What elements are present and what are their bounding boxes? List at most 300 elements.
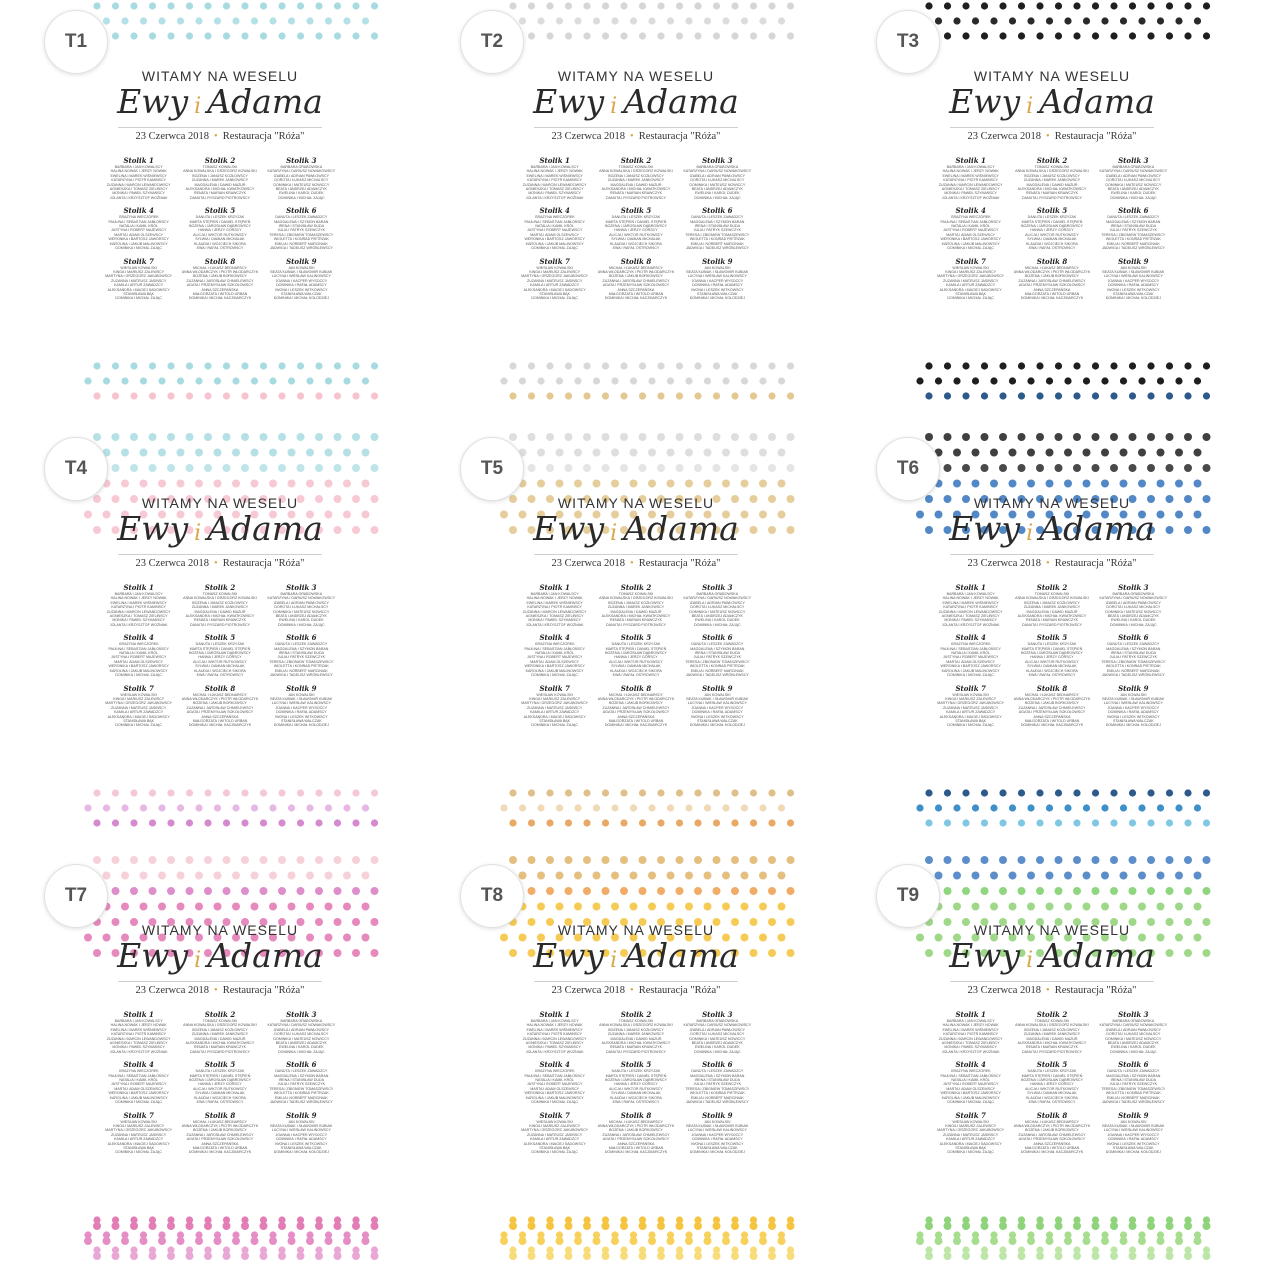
guest-name: DOMINIKA I RAFAŁ ADAMSCY (276, 1137, 327, 1142)
guest-name: DOMINIKA I MICHAŁ ZAJĄC (278, 195, 325, 200)
polka-dot (509, 433, 517, 441)
polka-dot (334, 464, 342, 472)
polka-dot (112, 362, 119, 369)
guest-name: ZUZANNA I MARCIN LEWANDOWSCY (522, 609, 587, 614)
guest-name: IWONA I LESZEK WITKOWSCY (1107, 1141, 1160, 1146)
polka-dot (1009, 804, 1016, 811)
polka-dot (741, 872, 749, 880)
guest-name: KLAUDIA I WOJCIECH SIKORA (194, 241, 246, 246)
polka-dot (704, 804, 711, 811)
guest-name: BOŻENA I JAKUB BORKOWSCY (609, 701, 663, 706)
seating-chart-sheet (100, 922, 340, 1155)
polka-dot (1120, 903, 1128, 911)
guest-name: MARTYNA I GRZEGORZ JAKUBOWSCY (521, 274, 589, 279)
event-venue: Restauracja "Róża" (638, 558, 721, 569)
guest-name: KINGA I MARIUSZ ZALEWSCY (529, 696, 581, 701)
welcome-heading: WITAMY NA WESELU (973, 68, 1131, 84)
polka-dot (1194, 934, 1202, 942)
polka-dot (787, 526, 795, 534)
guest-name: JOANNA I KACPER WYSOCCY (275, 705, 328, 710)
polka-dot (297, 433, 305, 441)
template-label-badge: T1 (44, 10, 108, 74)
template-card-t2[interactable] (416, 0, 842, 426)
guest-name: BOŻENA I JAROSŁAW DĄBROWSCY (189, 224, 251, 229)
polka-dot (352, 2, 359, 9)
polka-dot (583, 789, 590, 796)
guest-name: EWA I RAFAŁ OSTROWSCY (1028, 673, 1076, 678)
guest-name: TOMASZ KOWALSKI (1034, 1019, 1070, 1023)
table-title: Stolik 1 (955, 1010, 986, 1019)
polka-dot (602, 464, 610, 472)
table-block (516, 684, 593, 728)
polka-dot (278, 392, 285, 399)
polka-dot (315, 856, 323, 864)
polka-dot (1194, 804, 1201, 811)
guest-name: MAŁGORZATA I WITOLD URBAN (1024, 718, 1080, 723)
guest-name: IWONA I LESZEK WITKOWSCY (275, 1141, 328, 1146)
guest-name: PAULINA I SEBASTIAN JABŁOŃSCY (940, 219, 1001, 224)
polka-dot (759, 903, 767, 911)
guest-name: SYLWIA I DAMIAN MICHALAK (611, 237, 661, 242)
polka-dot (1203, 1252, 1211, 1260)
guest-name: KINGA I MARIUSZ ZALEWSCY (113, 696, 165, 701)
polka-dot (204, 789, 211, 796)
polka-dot (528, 392, 535, 399)
polka-dot (731, 856, 739, 864)
table-title: Stolik 8 (204, 683, 236, 693)
guest-name: DANUTA I LESZEK KRZYŻAK (195, 642, 245, 647)
polka-dot (297, 362, 304, 369)
polka-dot (204, 856, 212, 864)
guest-name: BEATA I ANDRZEJ ADAMCZYK (275, 187, 327, 192)
table-title: Stolik 6 (702, 633, 733, 643)
guest-name: SYLWIA I DAMIAN MICHALAK (195, 1091, 245, 1096)
polka-dot (768, 1222, 776, 1230)
polka-dot (1073, 464, 1081, 472)
guest-name: ALEKSANDRA I MACIEJ SADOWSCY (523, 714, 586, 719)
polka-dot (112, 887, 120, 895)
guest-name: EWELINA I KAROL DUDEK (695, 1045, 740, 1050)
guest-name: MARTA STĘPIEŃ I DANIEL STĘPIEŃ (1021, 646, 1083, 651)
guest-name: ZUZANNA I MARCIN LEWANDOWSCY (938, 1036, 1003, 1041)
guest-name: IZABELA I ADRIAN PAWŁOWSCY (689, 173, 745, 178)
polka-dot (149, 887, 157, 895)
polka-dot (371, 856, 379, 864)
polka-dot (297, 2, 304, 9)
guest-name: JAN KOWALSKI (1120, 1119, 1147, 1124)
table-title: Stolik 2 (204, 1010, 236, 1019)
polka-dot (962, 856, 970, 864)
guest-name: MONIKA I PAWEŁ SZYMAŃSCY (944, 1045, 997, 1050)
template-card-t7[interactable] (0, 854, 426, 1280)
guest-name: IZABELA I ADRIAN PAWŁOWSCY (1105, 600, 1161, 605)
polka-dot (140, 17, 147, 24)
polka-dot (583, 1222, 591, 1230)
polka-dot (1027, 17, 1034, 24)
guest-name: DANUTA I LESZEK KRZYŻAK (1027, 1069, 1077, 1074)
polka-dot (990, 449, 998, 457)
polka-dot (334, 789, 341, 796)
polka-dot (990, 17, 997, 24)
template-card-t8[interactable] (416, 854, 842, 1280)
polka-dot (722, 1237, 730, 1245)
polka-dot (787, 1252, 795, 1260)
polka-dot (583, 856, 591, 864)
guest-name: WIESŁAW KOWALSKI (952, 1119, 989, 1124)
guest-name: MAGDALENA I SZYMON BARAN (1106, 219, 1161, 224)
guest-name: LUCYNA I WIESŁAW KALINOWSCY (271, 701, 331, 706)
polka-dot (953, 480, 961, 488)
polka-dot (278, 1222, 286, 1230)
guest-name: DOMINIKA I MATEUSZ NOWICCY (1105, 182, 1162, 187)
polka-dot (639, 819, 646, 826)
guest-name: MARTA STĘPIEŃ I DANIEL STĘPIEŃ (605, 219, 667, 224)
guest-name: MAGDALENA I DAWID MAZUR (610, 1036, 662, 1041)
polka-dot (1009, 377, 1016, 384)
polka-dot (130, 789, 137, 796)
guest-name: DANUTA I RYSZARD PIOTROWSCY (1022, 1049, 1082, 1054)
polka-dot (556, 1237, 564, 1245)
polka-dot (602, 1222, 610, 1230)
and-connector: i (610, 948, 618, 973)
guest-name: DOROTA I ŁUKASZ MICHALSCY (274, 178, 329, 183)
table-title: Stolik 4 (955, 1060, 986, 1070)
table-title: Stolik 7 (539, 683, 570, 693)
polka-dot (1036, 1252, 1044, 1260)
guest-name: MICHAŁ I ŁUKASZ BEDNARSCY (193, 692, 247, 697)
guest-name: DANUTA I RYSZARD PIOTROWSCY (1022, 622, 1082, 627)
polka-dot (130, 856, 138, 864)
table-title: Stolik 3 (1118, 1010, 1149, 1019)
table-title: Stolik 7 (955, 1110, 986, 1120)
guest-name: BEATA I ANDRZEJ ADAMCZYK (1107, 187, 1159, 192)
polka-dot (944, 433, 952, 441)
polka-dot (315, 789, 322, 796)
polka-dot (343, 480, 351, 488)
polka-dot (916, 934, 924, 942)
divider (950, 554, 1154, 555)
guest-name: JAN KOWALSKI (704, 1119, 731, 1124)
bride-name: Ewy (949, 936, 1021, 975)
guest-name: NATALIA I KAMIL KRÓL (951, 224, 990, 229)
polka-dot (750, 392, 757, 399)
polka-dot (149, 2, 156, 9)
guest-name: BEATA I ANDRZEJ ADAMCZYK (691, 614, 743, 619)
polka-dot (962, 1222, 970, 1230)
event-separator: • (1046, 131, 1050, 142)
polka-dot (1101, 480, 1109, 488)
polka-dot (565, 32, 572, 39)
table-block (181, 156, 258, 200)
polka-dot (713, 2, 720, 9)
polka-dot (1027, 804, 1034, 811)
polka-dot (685, 449, 693, 457)
polka-dot (1129, 2, 1136, 9)
polka-dot (352, 392, 359, 399)
template-card-t3[interactable] (832, 0, 1258, 426)
polka-dot (1166, 819, 1173, 826)
event-details (100, 558, 340, 569)
polka-dot (981, 1252, 989, 1260)
guest-name: DOMINIKA I RAFAŁ ADAMSCY (692, 283, 743, 288)
bride-name: Ewy (117, 509, 189, 548)
polka-dot (731, 2, 738, 9)
polka-dot (362, 17, 369, 24)
polka-dot (140, 804, 147, 811)
polka-dot (103, 17, 110, 24)
guest-name: BARBARA GRABOWSKA (1112, 165, 1155, 169)
guest-name: ANNA SZCZEPAŃSKA (201, 287, 239, 292)
guest-name: HALINA NOWAK I JERZY NOWAK (110, 169, 167, 174)
bride-name: Ewy (533, 936, 605, 975)
polka-dot (990, 804, 997, 811)
polka-dot (278, 32, 285, 39)
polka-dot (352, 887, 360, 895)
polka-dot (583, 1252, 591, 1260)
polka-dot (84, 934, 92, 942)
polka-dot (639, 2, 646, 9)
polka-dot (741, 17, 748, 24)
guest-name: PAULINA I SEBASTIAN JABŁOŃSCY (524, 646, 585, 651)
guest-name: NATALIA I KAMIL KRÓL (119, 651, 158, 656)
polka-dot (676, 362, 683, 369)
polka-dot (352, 433, 360, 441)
polka-dot (1036, 819, 1043, 826)
guest-name: ALEKSANDRA I MICHAŁ KWIATKOWSCY (1017, 187, 1087, 192)
polka-dot (759, 872, 767, 880)
polka-dot (704, 17, 711, 24)
guest-name: WIOLETTA I KONRAD PIETRZAK (273, 237, 329, 242)
polka-dot (1129, 362, 1136, 369)
table-title: Stolik 9 (286, 256, 317, 266)
polka-dot (694, 789, 701, 796)
guest-name: MAGDALENA I DAWID MAZUR (194, 182, 246, 187)
polka-dot (962, 1252, 970, 1260)
guest-name: EWA I RAFAŁ OSTROWSCY (612, 673, 660, 678)
polka-dot (334, 433, 342, 441)
guest-name: MAŁGORZATA I WITOLD URBAN (192, 718, 248, 723)
guest-name: MAŁGORZATA I WITOLD URBAN (608, 291, 664, 296)
guest-name: DOMINIKA I MATEUSZ NOWICCY (1105, 1036, 1162, 1041)
template-label-badge: T4 (44, 437, 108, 501)
polka-dot (574, 1237, 582, 1245)
template-card-t1[interactable] (0, 0, 426, 426)
guest-name: KATARZYNA I PIOTR KAMIŃSCY (943, 178, 998, 183)
polka-dot (223, 819, 230, 826)
polka-dot (657, 392, 664, 399)
guest-name: DOMINIKA I MICHAŁ KACZMARCZYK (188, 723, 252, 728)
guest-name: EWELINA I MAREK WIŚNIEWSCY (526, 1027, 583, 1032)
table-block (932, 257, 1009, 301)
guest-name: DANUTA I LESZEK KRZYŻAK (195, 1069, 245, 1074)
polka-dot (537, 480, 545, 488)
polka-dot (158, 903, 166, 911)
polka-dot (768, 856, 776, 864)
polka-dot (167, 362, 174, 369)
polka-dot (1018, 464, 1026, 472)
polka-dot (731, 464, 739, 472)
polka-dot (916, 377, 923, 384)
guest-name: SYLWIA I DAMIAN MICHALAK (1027, 1091, 1077, 1096)
polka-dot (657, 789, 664, 796)
guest-name: SYLWIA I DAMIAN MICHALAK (1027, 664, 1077, 669)
polka-dot (1027, 377, 1034, 384)
polka-dot (778, 449, 786, 457)
template-label-badge: T5 (460, 437, 524, 501)
polka-dot (713, 856, 721, 864)
guest-name: TOMASZ KOWALSKI (618, 1019, 654, 1023)
guest-name: JOANNA I KACPER WYSOCCY (691, 705, 744, 710)
polka-dot (315, 1252, 323, 1260)
table-block (100, 1010, 177, 1054)
polka-dot (186, 789, 193, 796)
guest-name: JAN KOWALSKI (288, 265, 315, 270)
seating-chart-sheet (100, 495, 340, 728)
polka-dot (925, 1252, 933, 1260)
polka-dot (204, 887, 212, 895)
polka-dot (648, 804, 655, 811)
table-title: Stolik 2 (1036, 583, 1068, 592)
guest-name: ZUZANNA I MATEUSZ JASIŃSCY (527, 705, 583, 710)
table-block (932, 156, 1009, 200)
tables-grid (516, 583, 756, 728)
guest-name: DOMINIKA I MICHAŁ KOŁODZIEJ (273, 296, 329, 301)
guest-name: EMILIA I NORBERT MARCINIAK (690, 241, 744, 246)
polka-dot (574, 804, 581, 811)
polka-dot (694, 887, 702, 895)
table-title: Stolik 3 (702, 1010, 733, 1019)
guest-name: DOMINIKA I RAFAŁ ADAMSCY (276, 710, 327, 715)
guest-name: AGATA I PRZEMYSŁAW SOKOŁOWSCY (602, 710, 670, 715)
guest-name: STANISŁAWA WALCZAK (696, 718, 738, 723)
table-title: Stolik 5 (620, 1060, 652, 1070)
polka-dot (657, 433, 665, 441)
polka-dot (620, 887, 628, 895)
polka-dot (1092, 819, 1099, 826)
polka-dot (667, 17, 674, 24)
polka-dot (657, 362, 664, 369)
polka-dot (750, 887, 758, 895)
polka-dot (648, 377, 655, 384)
polka-dot (759, 449, 767, 457)
guest-name: ANNA SZCZEPAŃSKA (201, 714, 239, 719)
polka-dot (694, 362, 701, 369)
polka-dot (519, 377, 526, 384)
guest-name: MARTA I ADAM OLSZEWSCY (114, 232, 164, 237)
polka-dot (528, 464, 536, 472)
welcome-heading: WITAMY NA WESELU (141, 922, 299, 938)
template-card-t6[interactable] (832, 427, 1258, 853)
polka-dot (241, 789, 248, 796)
template-card-t9[interactable] (832, 854, 1258, 1280)
polka-dot (149, 856, 157, 864)
polka-dot (232, 903, 240, 911)
polka-dot (574, 449, 582, 457)
polka-dot (574, 17, 581, 24)
guest-name: ANNA WŁODARCZYK I PIOTR WŁODARCZYK (181, 1123, 259, 1128)
polka-dot (1203, 433, 1211, 441)
table-block (100, 633, 177, 677)
polka-dot (251, 872, 259, 880)
polka-dot (1092, 1222, 1100, 1230)
guest-name: BOŻENA I JAKUB BORKOWSCY (1025, 701, 1079, 706)
polka-dot (657, 2, 664, 9)
polka-dot (778, 17, 785, 24)
table-title: Stolik 3 (702, 156, 733, 165)
guest-name: WIOLETTA I KONRAD PIETRZAK (1105, 664, 1161, 669)
guest-name: KAROLINA I JAKUB MALINOWSCY (525, 1095, 584, 1100)
table-block (679, 257, 756, 301)
bride-name: Ewy (533, 509, 605, 548)
polka-dot (750, 362, 757, 369)
polka-dot (158, 872, 166, 880)
guest-name: HANNA I JERZY GÓRSCY (198, 228, 242, 233)
polka-dot (620, 2, 627, 9)
polka-dot (1055, 789, 1062, 796)
polka-dot (694, 392, 701, 399)
polka-dot (1129, 819, 1136, 826)
guest-name: GRAŻYNA WIECZOREK (534, 642, 575, 647)
polka-dot (371, 1222, 379, 1230)
guest-name: MAGDALENA I SZYMON BARAN (690, 646, 745, 651)
event-date: 23 Czerwca 2018 (551, 985, 626, 996)
guest-name: GRAŻYNA WIECZOREK (118, 215, 159, 220)
polka-dot (112, 32, 119, 39)
guest-name: LUCYNA I WIESŁAW KALINOWSCY (1103, 274, 1163, 279)
table-block (1013, 257, 1090, 301)
guest-name: JADWIGA I TADEUSZ WRÓBLEWSCY (269, 673, 333, 678)
table-block (1095, 156, 1172, 200)
table-block (516, 1060, 593, 1104)
polka-dot (121, 872, 129, 880)
table-title: Stolik 3 (286, 1010, 317, 1019)
table-block (1095, 633, 1172, 677)
table-title: Stolik 8 (1036, 256, 1068, 266)
polka-dot (269, 17, 276, 24)
guest-name: WIOLETTA I KONRAD PIETRZAK (273, 664, 329, 669)
table-block (1013, 156, 1090, 200)
polka-dot (1194, 511, 1202, 519)
polka-dot (583, 819, 590, 826)
polka-dot (537, 449, 545, 457)
polka-dot (204, 433, 212, 441)
template-card-t5[interactable] (416, 427, 842, 853)
template-card-t4[interactable] (0, 427, 426, 853)
guest-name: DOMINIKA I MICHAŁ ZAJĄC (694, 1049, 741, 1054)
guest-name: ANNA WŁODARCZYK I PIOTR WŁODARCZYK (181, 696, 259, 701)
polka-dot (593, 480, 601, 488)
guest-name: GRAŻYNA WIECZOREK (950, 215, 991, 220)
guest-name: HANNA I JERZY GÓRSCY (1030, 228, 1074, 233)
polka-dot (648, 480, 656, 488)
polka-dot (667, 377, 674, 384)
guest-name: RENATA I MARIAN KRAWCZYK (609, 191, 663, 196)
polka-dot (93, 1252, 101, 1260)
guest-name: JULIA I PATRYK SZEWCZYK (277, 1082, 325, 1087)
polka-dot (611, 1237, 619, 1245)
polka-dot (676, 819, 683, 826)
polka-dot (1175, 449, 1183, 457)
table-title: Stolik 1 (539, 583, 570, 592)
polka-dot (1175, 872, 1183, 880)
table-title: Stolik 9 (702, 256, 733, 266)
polka-dot (186, 2, 193, 9)
polka-dot (925, 819, 932, 826)
polka-dot (546, 1222, 554, 1230)
polka-dot (251, 804, 258, 811)
table-title: Stolik 7 (123, 683, 154, 693)
polka-dot (288, 377, 295, 384)
